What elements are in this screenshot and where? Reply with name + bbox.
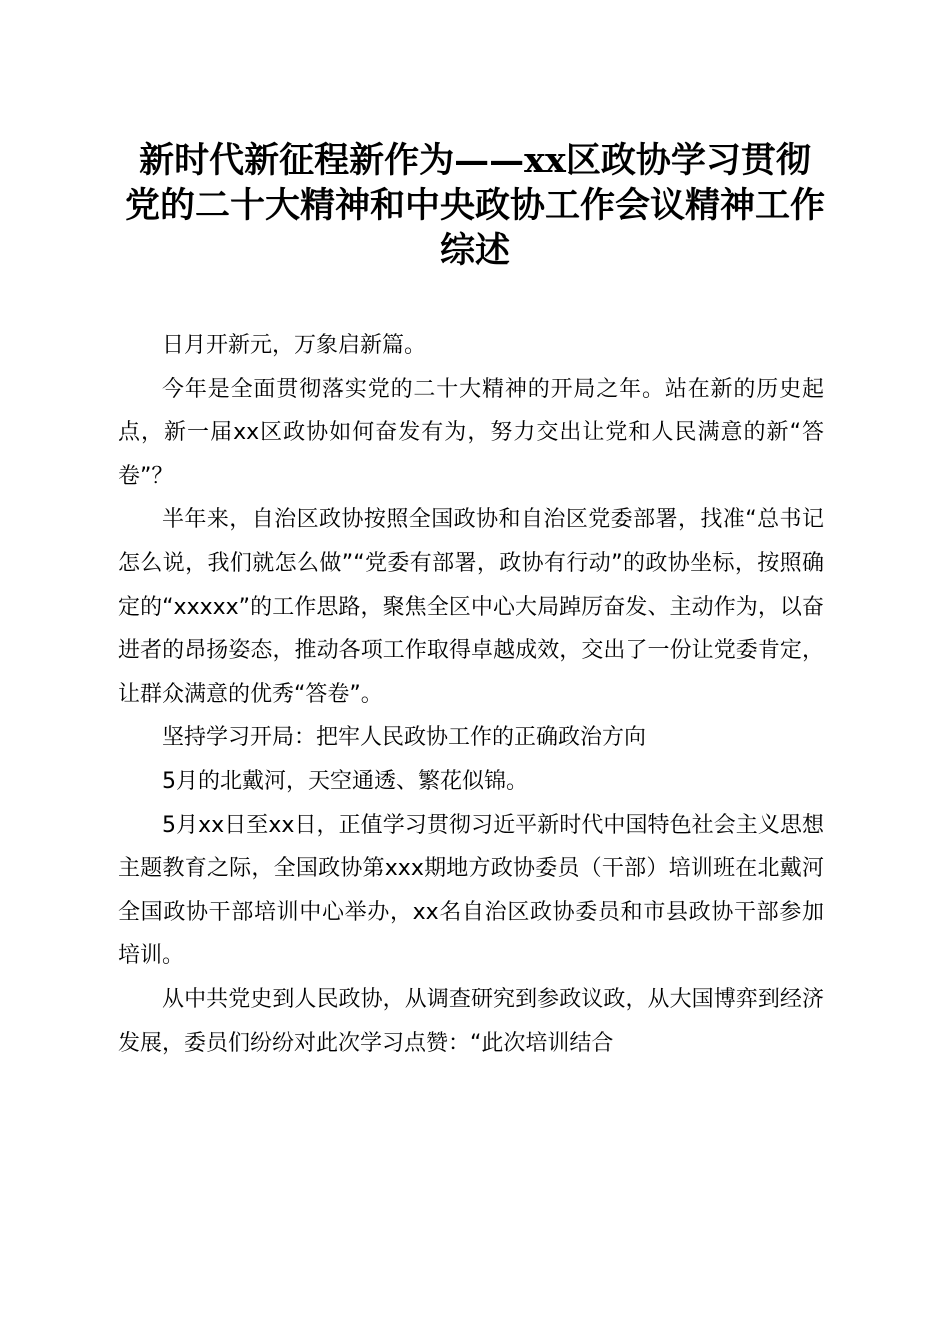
paragraph-6: 从中共党史到人民政协，从调查研究到参政议政，从大国博弈到经济发展，委员们纷纷对此次学习点赞：“此次培训结合 xyxy=(118,986,824,1056)
document-body xyxy=(118,324,824,1065)
title-line-1: 新时代新征程新作为——xx区政协学习贯彻 xyxy=(139,140,811,181)
title-line-3: 综述 xyxy=(439,230,510,271)
paragraph-4: 5月的北戴河，天空通透、繁花似锦。 xyxy=(162,768,528,794)
paragraph-3: 半年来，自治区政协按照全国政协和自治区党委部署，找准“总书记怎么说，我们就怎么做”“党委有部署，政协有行动”的政协坐标，按照确定的“xxxxx”的工作思路，聚焦全区中心大局踔厉奋发、主动作为，以奋进者的昂扬姿态，推动各项工作取得卓越成效，交出了一份让党委肯定，让群众满意的优秀“答卷”。 xyxy=(118,507,824,707)
title-line-2: 党的二十大精神和中央政协工作会议精神工作 xyxy=(124,185,825,226)
section-heading: 坚持学习开局：把牢人民政协工作的正确政治方向 xyxy=(162,725,647,751)
paragraph-1: 日月开新元，万象启新篇。 xyxy=(162,333,427,358)
document-title xyxy=(110,138,840,273)
paragraph-2: 今年是全面贯彻落实党的二十大精神的开局之年。站在新的历史起点，新一届xx区政协如何奋发有为，努力交出让党和人民满意的新“答卷”？ xyxy=(118,376,824,489)
paragraph-5: 5月xx日至xx日，正值学习贯彻习近平新时代中国特色社会主义思想主题教育之际，全国政协第xxx期地方政协委员（干部）培训班在北戴河全国政协干部培训中心举办，xx名自治区政协委员和市县政协干部参加培训。 xyxy=(118,812,824,969)
